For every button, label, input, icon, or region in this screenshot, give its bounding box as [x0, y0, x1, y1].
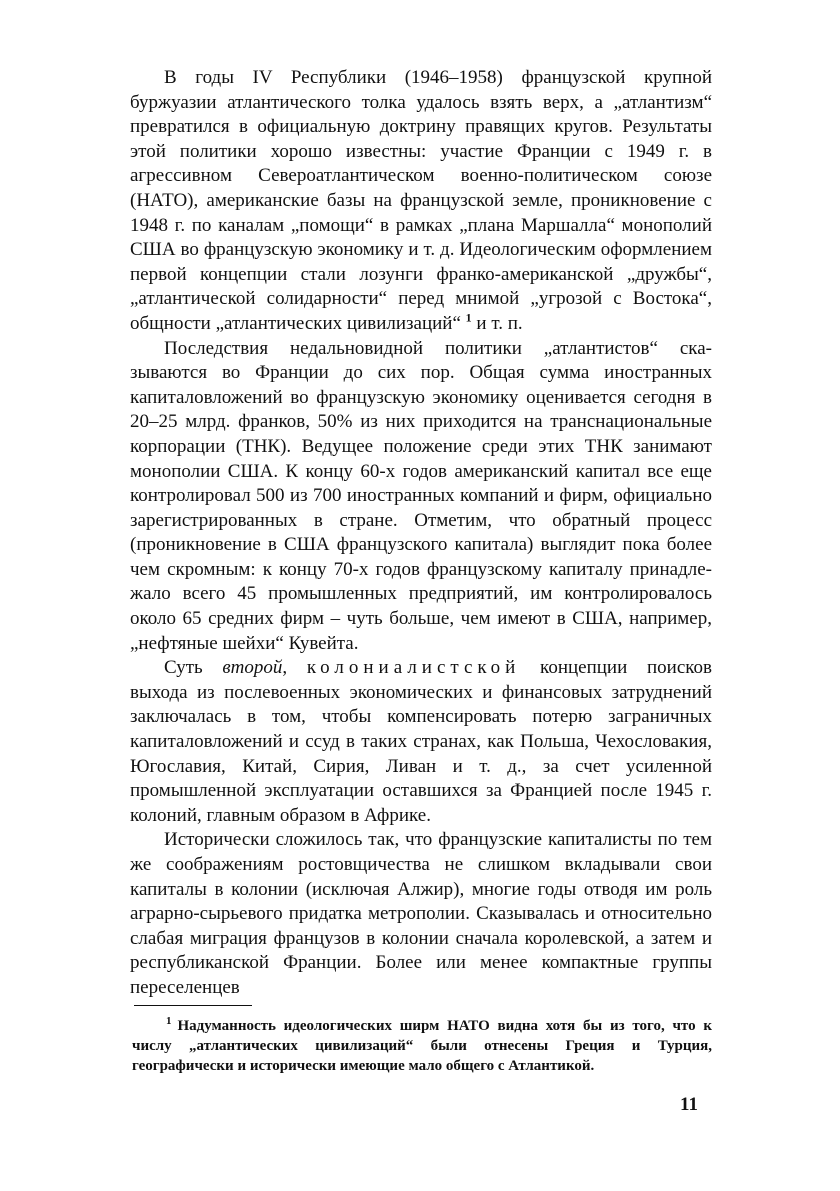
paragraph-2: [130, 337, 712, 657]
paragraph-4: [130, 828, 712, 1000]
paragraph-1: [130, 66, 712, 337]
paragraph-4-text: Исторически сложилось так, что французские капиталисты по тем же соображениям ростовщичества не слишком вкладывали свои капиталы в колонии (исключая Алжир), многие годы отводя им роль аграрно-сырьевого придатка метрополии. Сказывалась и относительно слабая миграция французов в колонии сначала королевской, а затем и республиканской Франции. Более или менее компактные группы переселенцев: [130, 829, 712, 998]
paragraph-3-lead: Суть: [164, 657, 223, 679]
paragraph-3-comma: ,: [282, 657, 307, 679]
emphasis-second: второй: [222, 657, 283, 679]
footnote-reference: 1: [465, 310, 472, 325]
footnote: [132, 1016, 712, 1076]
paragraph-3-text: концепции поисков выхода из послевоенных экономических и финансовых затруднений заключалась в том, чтобы компенсировать потерю заграничных капиталовложений и ссуд в таких странах, как Польша, Чехословакия, Югославия, Китай, Сирия, Ливан и т. д., за счет усиленной промышленной эксплуатации оставшихся за Францией после 1945 г. колоний, главным образом в Африке.: [130, 657, 713, 826]
page-body: [130, 66, 712, 1001]
footnote-divider: [134, 1005, 252, 1006]
paragraph-1-tail: и т. п.: [471, 312, 523, 334]
footnote-text: Надуманность идеологических ширм НАТО видна хотя бы из того, что к числу „атлантических цивилизаций“ были отнесены Греция и Турция, географически и исторически имеющие мало общего с Атлантикой.: [132, 1018, 712, 1074]
paragraph-1-text: В годы IV Республики (1946–1958) французской крупной буржуазии атлантического толка удалось взять верх, а „атлантизм“ превратился в официальную доктрину правящих кругов. Результаты этой политики хорошо известны: участие Франции с 1949 г. в агрессивном Североатлантическом военно-политическом союзе (НАТО), американские базы на французской земле, проникновение с 1948 г. по каналам „помощи“ в рамках „плана Маршалла“ монополий США во французскую экономику и т. д. Идеологическим оформлением первой концепции стали лозунги франко-американской „дружбы“, „атлантической солидарности“ перед мнимой „угрозой с Востока“, общности „атлантических цивилизаций“: [130, 67, 712, 334]
paragraph-3: [130, 656, 712, 828]
paragraph-2-text: Последствия недальновидной политики „атлантистов“ сказываются во Франции до сих пор. Общая сумма иностранных капиталовложений во французскую экономику оценивается сегодня в 20–25 млрд. франков, 50% из них приходится на транснациональные корпорации (ТНК). Ведущее положение среди этих ТНК занимают монополии США. К концу 60-х годов американский капитал все еще контролировал 500 из 700 иностранных компаний и фирм, официально зарегистрированных в стране. Отметим, что обратный процесс (проникновение в США французского капитала) выглядит пока более чем скромным: к концу 70-х годов французскому капиталу принадлежало всего 45 промышленных предприятий, им контролировалось около 65 средних фирм – чуть больше, чем имеют в США, например, „нефтяные шейхи“ Кувейта.: [130, 337, 712, 654]
page-number: 11: [680, 1094, 698, 1115]
footnote-mark: 1: [166, 1015, 172, 1027]
emphasis-colonialist: колониалистской: [306, 657, 521, 679]
